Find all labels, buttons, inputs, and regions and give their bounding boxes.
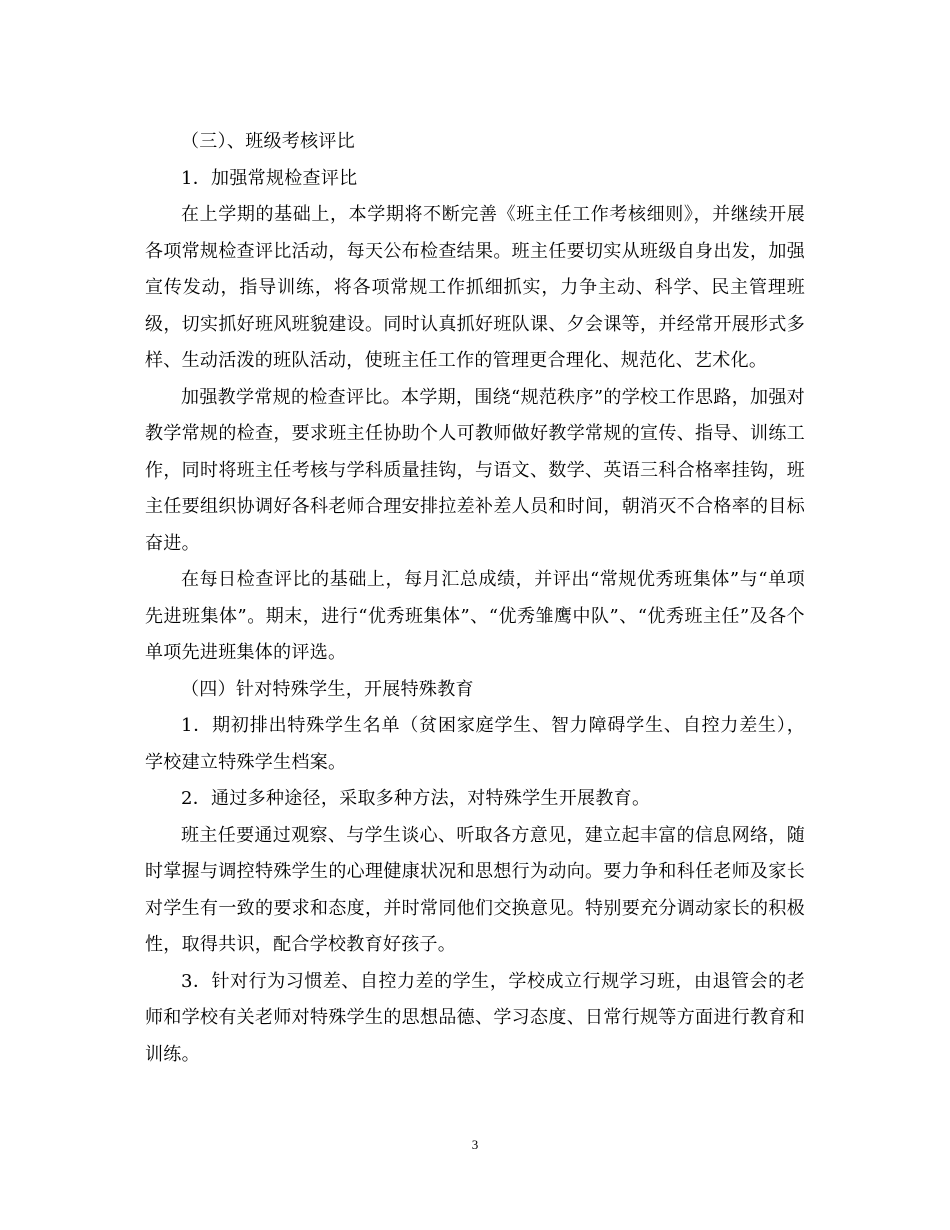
paragraph-routine-check-detail: 在上学期的基础上，本学期将不断完善《班主任工作考核细则》，并继续开展各项常规检查评比活动，每天公布检查结果。班主任要切实从班级自身出发，加强宣传发动，指导训练，将各项常规工作抓细抓实，力争主动、科学、民主管理班级，切实抓好班风班貌建设。同时认真抓好班队课、夕会课等，并经常开展形式多样、生动活泼的班队活动，使班主任工作的管理更合理化、规范化、艺术化。: [145, 204, 805, 371]
section-heading-3: （三）、班级考核评比: [181, 131, 355, 152]
paragraph-behavior-class: 3．针对行为习惯差、自控力差的学生，学校成立行规学习班，由退管会的老师和学校有关老师对特殊学生的思想品德、学习态度、日常行规等方面进行教育和训练。: [145, 970, 805, 1065]
section-heading-4: （四）针对特殊学生，开展特殊教育: [181, 678, 474, 700]
document-body: [145, 124, 805, 1073]
page-number: 3: [471, 1137, 479, 1152]
subheading-strengthen-routine-check: 1．加强常规检查评比: [181, 167, 358, 189]
paragraph-teacher-observation: 班主任要通过观察、与学生谈心、听取各方意见，建立起丰富的信息网络，随时掌握与调控特殊学生的心理健康状况和思想行为动向。要力争和科任老师及家长对学生有一致的要求和态度，并时常同他们交换意见。特别要充分调动家长的积极性，取得共识，配合学校教育好孩子。: [145, 824, 805, 955]
paragraph-monthly-evaluation: 在每日检查评比的基础上，每月汇总成绩，并评出“常规优秀班集体”与“单项先进班集体”。期末，进行“优秀班集体”、“优秀雏鹰中队”、“优秀班主任”及各个单项先进班集体的评选。: [145, 569, 805, 663]
paragraph-teaching-routine-check: 加强教学常规的检查评比。本学期，围绕“规范秩序”的学校工作思路，加强对教学常规的检查，要求班主任协助个人可教师做好教学常规的宣传、指导、训练工作，同时将班主任考核与学科质量挂钩，与语文、数学、英语三科合格率挂钩，班主任要组织协调好各科老师合理安排拉差补差人员和时间，朝消灭不合格率的目标奋进。: [145, 386, 805, 554]
paragraph-multiple-approaches: 2．通过多种途径，采取多种方法，对特殊学生开展教育。: [181, 788, 651, 809]
paragraph-special-students-list: 1．期初排出特殊学生名单（贫困家庭学生、智力障碍学生、自控力差生），学校建立特殊学生档案。: [145, 715, 805, 773]
